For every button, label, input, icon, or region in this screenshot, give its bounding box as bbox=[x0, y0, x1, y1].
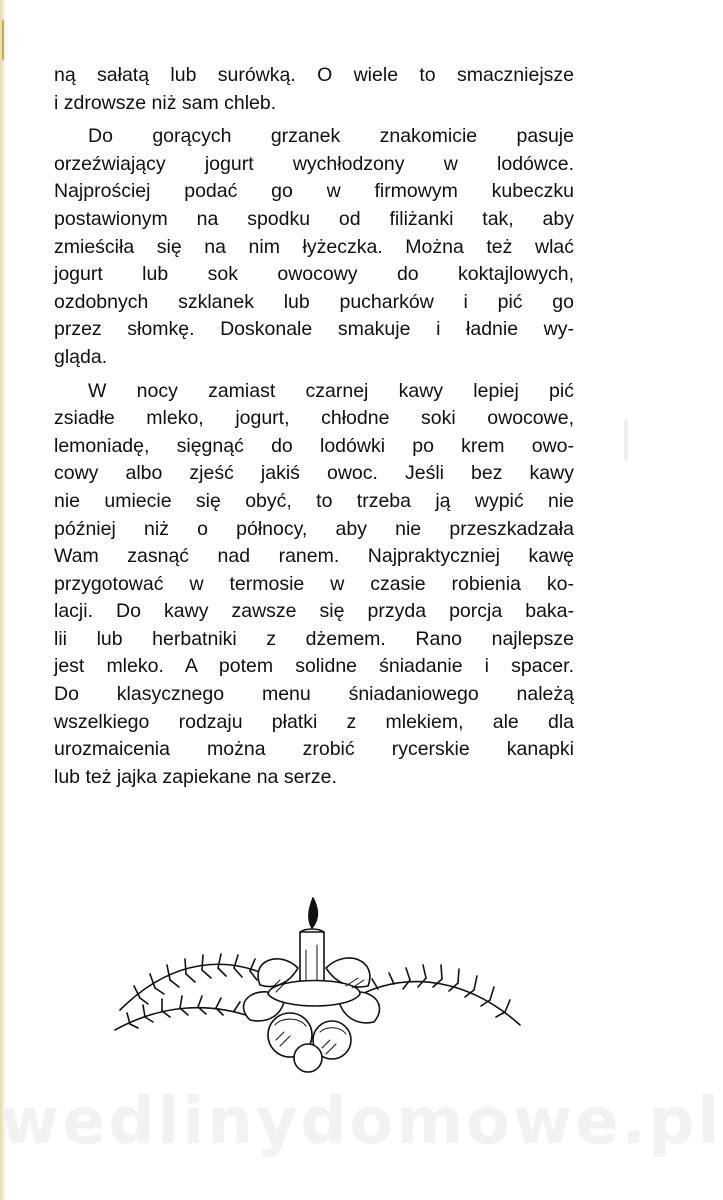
scan-mark bbox=[624, 420, 628, 460]
text-line: Do gorących grzanek znakomicie pasuje bbox=[88, 125, 574, 148]
text-line: gląda. bbox=[54, 345, 108, 368]
text-line: przygotować w termosie w czasie robienia ko- bbox=[54, 572, 574, 595]
text-line: jest mleko. A potem solidne śniadanie i spacer. bbox=[54, 655, 574, 678]
text-line: ną sałatą lub surówką. O wiele to smaczniejsze bbox=[54, 64, 574, 86]
paragraph-3 bbox=[54, 378, 574, 792]
text-line: W nocy zamiast czarnej kawy lepiej pić bbox=[88, 379, 574, 402]
text-line: zmieściła się na nim łyżeczka. Można też wlać bbox=[54, 235, 574, 258]
paragraph-1 bbox=[54, 62, 574, 117]
text-line: postawionym na spodku od filiżanki tak, aby bbox=[54, 207, 574, 230]
text-line: ozdobnych szklanek lub pucharków i pić go bbox=[54, 290, 574, 313]
text-line: przez słomkę. Doskonale smakuje i ładnie wy- bbox=[54, 318, 574, 341]
text-line: lacji. Do kawy zawsze się przyda porcja baka- bbox=[54, 600, 574, 623]
text-line: lub też jajka zapiekane na serze. bbox=[54, 765, 337, 788]
text-line: Do klasycznego menu śniadaniowego należą bbox=[54, 683, 574, 706]
text-line: urozmaicenia można zrobić rycerskie kanapki bbox=[54, 738, 574, 761]
text-line: Najprościej podać go w firmowym kubeczku bbox=[54, 180, 574, 203]
text-line: wszelkiego rodzaju płatki z mlekiem, ale dla bbox=[54, 710, 574, 733]
text-line: później niż o północy, aby nie przeszkadzała bbox=[54, 517, 574, 540]
text-line: cowy albo zjeść jakiś owoc. Jeśli bez kawy bbox=[54, 462, 574, 485]
text-line: lemoniadę, sięgnąć do lodówki po krem owo- bbox=[54, 434, 574, 457]
text-line: i zdrowsze niż sam chleb. bbox=[54, 91, 277, 114]
text-line: nie umiecie się obyć, to trzeba ją wypić nie bbox=[54, 489, 574, 512]
text-line: jogurt lub sok owocowy do koktajlowych, bbox=[54, 263, 574, 286]
text-line: zsiadłe mleko, jogurt, chłodne soki owocowe, bbox=[54, 407, 574, 430]
text-line: orzeźwiający jogurt wychłodzony w lodówce. bbox=[54, 152, 574, 175]
page-edge bbox=[0, 0, 6, 1200]
text-line: lii lub herbatniki z dżemem. Rano najlepsze bbox=[54, 627, 574, 650]
candle-flower-wreath-icon bbox=[110, 890, 530, 1080]
paragraph-2 bbox=[54, 123, 574, 371]
article-text bbox=[54, 62, 574, 791]
text-line: Wam zasnąć nad ranem. Najpraktyczniej kawę bbox=[54, 545, 574, 568]
watermark: wedlinydomowe.pl bbox=[0, 1085, 723, 1159]
